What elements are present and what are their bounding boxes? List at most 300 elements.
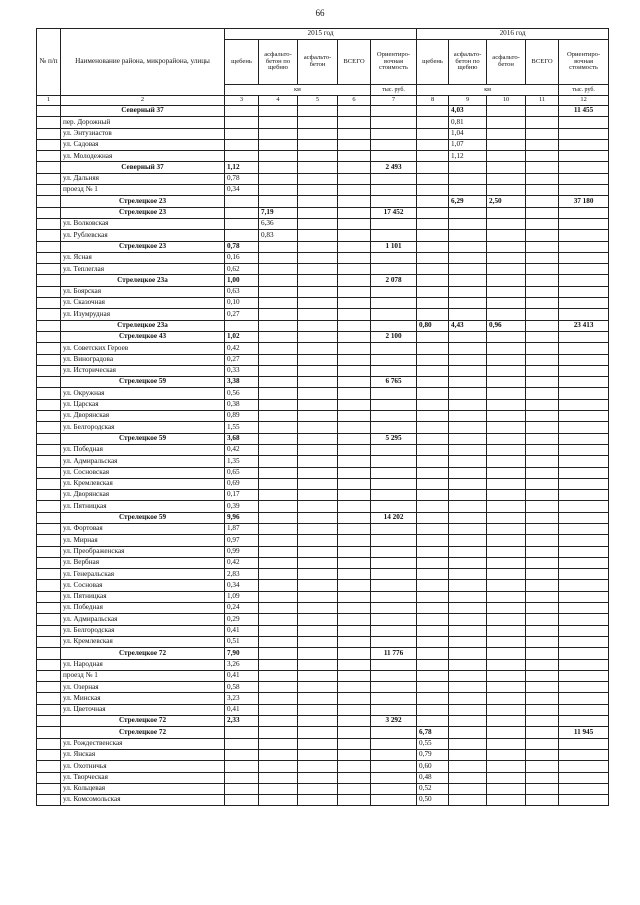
value-cell-c6: [338, 557, 371, 568]
value-cell-c8: [417, 490, 449, 501]
value-cell-c11: [526, 501, 559, 512]
value-cell-c4: [259, 388, 298, 399]
value-cell-c12: [559, 185, 609, 196]
street-name-cell: ул. Адмиральская: [61, 614, 225, 625]
value-cell-c10: 2,50: [487, 196, 526, 207]
value-cell-c5: [298, 128, 338, 139]
value-cell-c7: [371, 738, 417, 749]
street-name-cell: проезд № 1: [61, 185, 225, 196]
column-number: 4: [259, 96, 298, 106]
value-cell-c7: 2 078: [371, 275, 417, 286]
value-cell-c12: [559, 467, 609, 478]
district-name-cell: Стрелецкое 23а: [61, 275, 225, 286]
street-name-cell: ул. Кремлевская: [61, 478, 225, 489]
value-cell-c6: [338, 252, 371, 263]
street-name-cell: ул. Пятницкая: [61, 501, 225, 512]
value-cell-c6: [338, 298, 371, 309]
value-cell-c12: [559, 343, 609, 354]
value-cell-c8: [417, 128, 449, 139]
value-cell-c7: [371, 727, 417, 738]
value-cell-c6: [338, 151, 371, 162]
value-cell-c6: [338, 546, 371, 557]
header-unit-rub-2015: тыс. руб.: [371, 85, 417, 96]
value-cell-c12: [559, 523, 609, 534]
value-cell-c7: [371, 365, 417, 376]
value-cell-c9: [449, 535, 487, 546]
table-row: [37, 173, 609, 184]
value-cell-c11: [526, 761, 559, 772]
value-cell-c5: [298, 309, 338, 320]
value-cell-c8: [417, 241, 449, 252]
table-row: [37, 490, 609, 501]
value-cell-c6: [338, 331, 371, 342]
value-cell-c4: [259, 670, 298, 681]
table-row: [37, 704, 609, 715]
value-cell-c12: [559, 444, 609, 455]
value-cell-c12: [559, 580, 609, 591]
value-cell-c9: [449, 591, 487, 602]
value-cell-c6: [338, 230, 371, 241]
value-cell-c8: [417, 591, 449, 602]
value-cell-c11: [526, 478, 559, 489]
value-cell-c3: [225, 783, 259, 794]
value-cell-c5: [298, 399, 338, 410]
row-number-cell: [37, 399, 61, 410]
header-asf-po-shebnu-2016: асфальто-бетон по щебню: [449, 40, 487, 85]
street-name-cell: ул. Энтузиастов: [61, 128, 225, 139]
district-name-cell: Северный 37: [61, 106, 225, 117]
value-cell-c6: [338, 772, 371, 783]
value-cell-c8: [417, 456, 449, 467]
value-cell-c3: [225, 106, 259, 117]
column-number: 8: [417, 96, 449, 106]
value-cell-c6: [338, 795, 371, 806]
value-cell-c12: [559, 478, 609, 489]
value-cell-c6: [338, 738, 371, 749]
value-cell-c10: [487, 659, 526, 670]
street-name-cell: ул. Царская: [61, 399, 225, 410]
row-number-cell: [37, 478, 61, 489]
table-row: [37, 693, 609, 704]
value-cell-c10: [487, 218, 526, 229]
value-cell-c10: [487, 670, 526, 681]
value-cell-c8: [417, 580, 449, 591]
value-cell-c8: [417, 196, 449, 207]
value-cell-c10: [487, 433, 526, 444]
value-cell-c11: [526, 365, 559, 376]
value-cell-c3: 1,00: [225, 275, 259, 286]
table-row: [37, 128, 609, 139]
value-cell-c11: [526, 264, 559, 275]
row-number-cell: [37, 783, 61, 794]
value-cell-c9: [449, 501, 487, 512]
value-cell-c6: [338, 749, 371, 760]
value-cell-c7: [371, 625, 417, 636]
value-cell-c10: [487, 139, 526, 150]
table-row: [37, 659, 609, 670]
value-cell-c5: [298, 795, 338, 806]
value-cell-c4: [259, 591, 298, 602]
value-cell-c9: [449, 693, 487, 704]
value-cell-c9: 4,03: [449, 106, 487, 117]
value-cell-c7: [371, 185, 417, 196]
value-cell-c5: [298, 603, 338, 614]
value-cell-c4: [259, 523, 298, 534]
value-cell-c9: [449, 546, 487, 557]
row-number-cell: [37, 377, 61, 388]
value-cell-c8: [417, 659, 449, 670]
value-cell-c11: [526, 230, 559, 241]
district-name-cell: Стрелецкое 59: [61, 433, 225, 444]
value-cell-c6: [338, 783, 371, 794]
value-cell-c11: [526, 433, 559, 444]
value-cell-c11: [526, 117, 559, 128]
value-cell-c12: [559, 365, 609, 376]
value-cell-c8: [417, 117, 449, 128]
table-row: [37, 286, 609, 297]
value-cell-c3: 1,12: [225, 162, 259, 173]
value-cell-c10: [487, 456, 526, 467]
value-cell-c12: [559, 207, 609, 218]
value-cell-c10: [487, 422, 526, 433]
value-cell-c4: [259, 343, 298, 354]
value-cell-c10: [487, 523, 526, 534]
value-cell-c3: 1,35: [225, 456, 259, 467]
value-cell-c5: [298, 354, 338, 365]
value-cell-c8: 0,79: [417, 749, 449, 760]
street-name-cell: ул. Охотничья: [61, 761, 225, 772]
value-cell-c3: 0,99: [225, 546, 259, 557]
district-name-cell: Стрелецкое 23: [61, 196, 225, 207]
value-cell-c11: [526, 422, 559, 433]
value-cell-c6: [338, 603, 371, 614]
value-cell-c4: [259, 783, 298, 794]
street-name-cell: ул. Рублевская: [61, 230, 225, 241]
row-number-cell: [37, 365, 61, 376]
header-unit-rub-2016: тыс. руб.: [559, 85, 609, 96]
value-cell-c12: [559, 411, 609, 422]
street-name-cell: пер. Дорожный: [61, 117, 225, 128]
district-name-cell: Стрелецкое 72: [61, 716, 225, 727]
value-cell-c4: [259, 490, 298, 501]
row-number-cell: [37, 456, 61, 467]
value-cell-c8: [417, 422, 449, 433]
value-cell-c10: [487, 501, 526, 512]
value-cell-c12: [559, 704, 609, 715]
value-cell-c6: [338, 128, 371, 139]
value-cell-c12: [559, 298, 609, 309]
value-cell-c12: [559, 603, 609, 614]
value-cell-c9: [449, 478, 487, 489]
value-cell-c11: [526, 648, 559, 659]
value-cell-c12: [559, 512, 609, 523]
table-row: [37, 343, 609, 354]
value-cell-c5: [298, 162, 338, 173]
table-row: [37, 467, 609, 478]
table-row: [37, 749, 609, 760]
value-cell-c4: [259, 795, 298, 806]
street-name-cell: ул. Волковская: [61, 218, 225, 229]
value-cell-c12: 11 945: [559, 727, 609, 738]
value-cell-c8: [417, 399, 449, 410]
table-row: [37, 625, 609, 636]
value-cell-c5: [298, 173, 338, 184]
value-cell-c5: [298, 557, 338, 568]
row-number-cell: [37, 117, 61, 128]
street-name-cell: ул. Победная: [61, 444, 225, 455]
value-cell-c11: [526, 354, 559, 365]
value-cell-c11: [526, 128, 559, 139]
value-cell-c7: [371, 761, 417, 772]
street-name-cell: ул. Кремлевская: [61, 636, 225, 647]
value-cell-c9: 1,07: [449, 139, 487, 150]
value-cell-c11: [526, 636, 559, 647]
header-year-2015: 2015 год: [225, 29, 417, 40]
value-cell-c12: [559, 286, 609, 297]
value-cell-c7: [371, 490, 417, 501]
value-cell-c3: 0,97: [225, 535, 259, 546]
value-cell-c9: [449, 331, 487, 342]
value-cell-c6: [338, 343, 371, 354]
value-cell-c5: [298, 320, 338, 331]
row-number-cell: [37, 151, 61, 162]
value-cell-c11: [526, 512, 559, 523]
row-number-cell: [37, 196, 61, 207]
value-cell-c4: [259, 162, 298, 173]
value-cell-c12: [559, 693, 609, 704]
value-cell-c10: [487, 636, 526, 647]
value-cell-c4: [259, 749, 298, 760]
value-cell-c6: [338, 354, 371, 365]
value-cell-c3: 0,42: [225, 557, 259, 568]
row-number-cell: [37, 670, 61, 681]
value-cell-c7: 6 765: [371, 377, 417, 388]
value-cell-c3: [225, 761, 259, 772]
value-cell-c12: [559, 275, 609, 286]
value-cell-c9: [449, 275, 487, 286]
value-cell-c7: 17 452: [371, 207, 417, 218]
value-cell-c4: [259, 761, 298, 772]
street-name-cell: ул. Сосновая: [61, 580, 225, 591]
value-cell-c3: 9,96: [225, 512, 259, 523]
value-cell-c9: [449, 411, 487, 422]
column-number: 1: [37, 96, 61, 106]
value-cell-c6: [338, 433, 371, 444]
row-number-cell: [37, 354, 61, 365]
value-cell-c8: [417, 151, 449, 162]
value-cell-c6: [338, 275, 371, 286]
value-cell-c6: [338, 218, 371, 229]
value-cell-c11: [526, 343, 559, 354]
header-asfalt-2016: асфальто-бетон: [487, 40, 526, 85]
value-cell-c4: [259, 727, 298, 738]
value-cell-c5: [298, 535, 338, 546]
value-cell-c12: [559, 230, 609, 241]
value-cell-c10: [487, 411, 526, 422]
value-cell-c4: [259, 535, 298, 546]
value-cell-c9: [449, 207, 487, 218]
row-number-cell: [37, 411, 61, 422]
value-cell-c7: 11 776: [371, 648, 417, 659]
table-row: [37, 670, 609, 681]
value-cell-c7: [371, 106, 417, 117]
value-cell-c10: [487, 716, 526, 727]
value-cell-c4: [259, 467, 298, 478]
street-name-cell: ул. Сказочная: [61, 298, 225, 309]
table-row: [37, 422, 609, 433]
value-cell-c7: [371, 456, 417, 467]
table-row: [37, 117, 609, 128]
value-cell-c8: [417, 343, 449, 354]
value-cell-c9: [449, 512, 487, 523]
value-cell-c11: [526, 196, 559, 207]
value-cell-c11: [526, 399, 559, 410]
value-cell-c8: [417, 682, 449, 693]
value-cell-c11: [526, 738, 559, 749]
value-cell-c8: [417, 377, 449, 388]
value-cell-c4: [259, 298, 298, 309]
street-name-cell: ул. Мирная: [61, 535, 225, 546]
value-cell-c3: [225, 207, 259, 218]
table-row: [37, 636, 609, 647]
value-cell-c3: 0,34: [225, 580, 259, 591]
value-cell-c8: [417, 286, 449, 297]
value-cell-c10: [487, 704, 526, 715]
value-cell-c9: [449, 716, 487, 727]
header-sheben-2016: щебень: [417, 40, 449, 85]
value-cell-c10: [487, 106, 526, 117]
value-cell-c10: [487, 309, 526, 320]
page-number: 66: [315, 8, 325, 18]
value-cell-c4: [259, 704, 298, 715]
value-cell-c9: [449, 343, 487, 354]
value-cell-c12: [559, 591, 609, 602]
row-number-cell: [37, 433, 61, 444]
street-name-cell: ул. Молодежная: [61, 151, 225, 162]
column-number: 10: [487, 96, 526, 106]
column-number: 7: [371, 96, 417, 106]
value-cell-c8: [417, 331, 449, 342]
table-row: [37, 761, 609, 772]
row-number-cell: [37, 501, 61, 512]
header-vsego-2016: ВСЕГО: [526, 40, 559, 85]
value-cell-c7: [371, 569, 417, 580]
value-cell-c9: [449, 309, 487, 320]
district-name-cell: Стрелецкое 72: [61, 727, 225, 738]
value-cell-c3: [225, 128, 259, 139]
header-unit-km-2015: км: [225, 85, 371, 96]
value-cell-c4: [259, 377, 298, 388]
subtotal-row: [37, 275, 609, 286]
value-cell-c12: [559, 670, 609, 681]
value-cell-c4: [259, 580, 298, 591]
value-cell-c10: [487, 625, 526, 636]
value-cell-c12: [559, 761, 609, 772]
value-cell-c3: 0,42: [225, 444, 259, 455]
value-cell-c3: 0,41: [225, 625, 259, 636]
value-cell-c6: [338, 569, 371, 580]
table-row: [37, 298, 609, 309]
row-number-cell: [37, 230, 61, 241]
value-cell-c6: [338, 139, 371, 150]
value-cell-c4: [259, 151, 298, 162]
value-cell-c8: [417, 264, 449, 275]
value-cell-c5: [298, 490, 338, 501]
value-cell-c3: 0,56: [225, 388, 259, 399]
value-cell-c8: [417, 557, 449, 568]
district-name-cell: Стрелецкое 72: [61, 648, 225, 659]
value-cell-c5: [298, 264, 338, 275]
value-cell-c4: [259, 117, 298, 128]
value-cell-c10: [487, 444, 526, 455]
value-cell-c5: [298, 727, 338, 738]
header-vsego-2015: ВСЕГО: [338, 40, 371, 85]
value-cell-c6: [338, 659, 371, 670]
table-row: [37, 252, 609, 263]
value-cell-c3: 0,27: [225, 309, 259, 320]
value-cell-c5: [298, 117, 338, 128]
value-cell-c9: [449, 444, 487, 455]
row-number-cell: [37, 173, 61, 184]
row-number-cell: [37, 162, 61, 173]
value-cell-c4: [259, 241, 298, 252]
value-cell-c7: [371, 659, 417, 670]
value-cell-c3: 2,83: [225, 569, 259, 580]
header-name: Наименование района, микрорайона, улицы: [61, 29, 225, 96]
street-name-cell: ул. Победная: [61, 603, 225, 614]
value-cell-c12: [559, 546, 609, 557]
subtotal-row: [37, 727, 609, 738]
row-number-cell: [37, 716, 61, 727]
street-name-cell: ул. Творческая: [61, 772, 225, 783]
value-cell-c3: 1,02: [225, 331, 259, 342]
value-cell-c9: [449, 377, 487, 388]
row-number-cell: [37, 682, 61, 693]
value-cell-c4: [259, 173, 298, 184]
column-number: 11: [526, 96, 559, 106]
value-cell-c7: [371, 749, 417, 760]
row-number-cell: [37, 546, 61, 557]
value-cell-c7: [371, 478, 417, 489]
value-cell-c7: [371, 591, 417, 602]
value-cell-c6: [338, 625, 371, 636]
value-cell-c6: [338, 682, 371, 693]
row-number-cell: [37, 241, 61, 252]
row-number-cell: [37, 625, 61, 636]
value-cell-c4: [259, 320, 298, 331]
value-cell-c12: [559, 422, 609, 433]
value-cell-c9: [449, 490, 487, 501]
value-cell-c5: [298, 275, 338, 286]
value-cell-c9: [449, 569, 487, 580]
value-cell-c6: [338, 162, 371, 173]
value-cell-c8: [417, 444, 449, 455]
value-cell-c9: [449, 557, 487, 568]
subtotal-row: [37, 512, 609, 523]
value-cell-c6: [338, 117, 371, 128]
row-number-cell: [37, 636, 61, 647]
value-cell-c4: [259, 693, 298, 704]
value-cell-c3: [225, 218, 259, 229]
header-year-2016: 2016 год: [417, 29, 609, 40]
value-cell-c12: [559, 377, 609, 388]
value-cell-c11: [526, 749, 559, 760]
value-cell-c6: [338, 648, 371, 659]
table-row: [37, 139, 609, 150]
value-cell-c11: [526, 557, 559, 568]
value-cell-c5: [298, 659, 338, 670]
value-cell-c6: [338, 523, 371, 534]
